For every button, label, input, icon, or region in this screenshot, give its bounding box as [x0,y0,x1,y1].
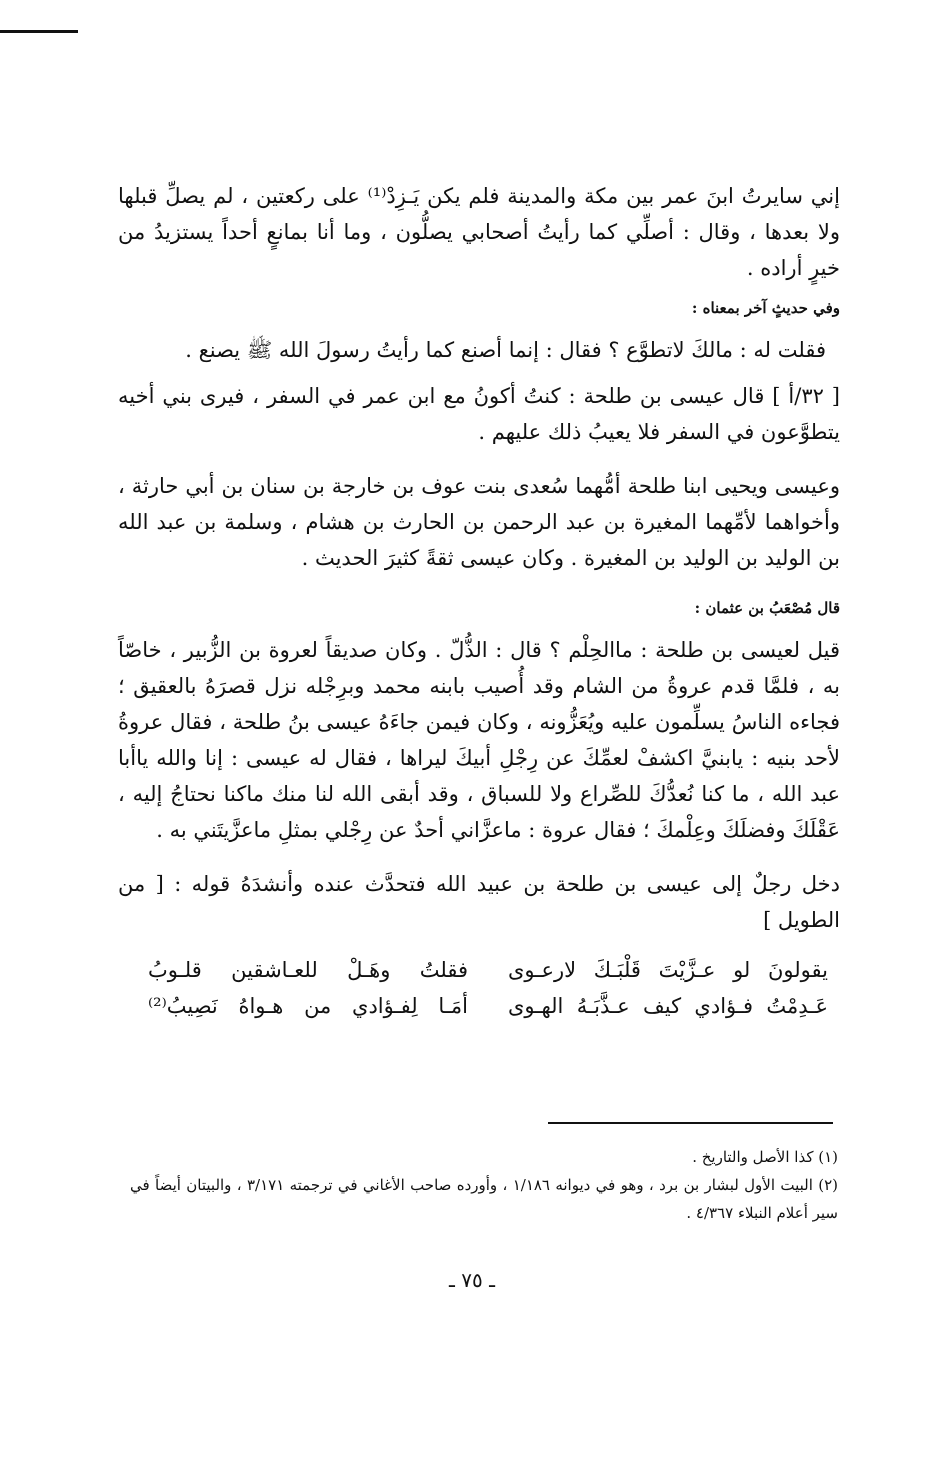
heading-other-hadith: وفي حديثٍ آخر بمعناه : [691,299,840,317]
paragraph-5: قيل لعيسى بن طلحة : ماالحِلْم ؟ قال : الذُّلّ . وكان صديقاً لعروة بن الزُّبير ، خاصّاً به ، فلمَّا قدم عروةُ من الشام وقد أُصيب بابنه محمد وبرِجْله نزل قصرَهُ بالعقيق ؛ فجاءه الناسُ يسلِّمون عليه ويُعَزُّونه ، وكان فيمن جاءَهُ عيسى بنُ طلحة ، فقال عروةُ لأحد بنيه : يابنيَّ اكشفْ لعمِّكَ عن رِجْلِ أبيكَ ليراها ، فقال له عيسى : إنا والله ياأبا عبد الله ، ما كنا نُعدُّكَ للصِّراع ولا للسباق ، وقد أبقى الله لنا منك ماكنا نحتاجُ إليه ، عَقْلَكَ وفضلَكَ وعِلْمكَ ؛ فقال عروة : ماعزَّاني أحدٌ عن رِجْلي بمثلِ ماعزَّيتَني به . [118,638,840,842]
poem-verse-1 [118,952,840,988]
footnote-1: (١) كذا الأصل والتاريخ . [692,1148,838,1166]
poem-hemistich-right: يقولونَ لو عـزَّيْتَ قَلْبَـكَ لارعـوى [508,958,828,982]
paragraph-3: [ ٣٢/أ ] قال عيسى بن طلحة : كنتُ أكونُ مع ابن عمر في السفر ، فيرى بني أخيه يتطوَّعون في السفر فلا يعيبُ ذلك عليهم . [118,384,841,444]
footnotes [130,1143,838,1227]
footnote-2: (٢) البيت الأول لبشار بن برد ، وهو في ديوانه ١/١٨٦ ، وأورده صاحب الأغاني في ترجمته ٣/١٧١ ، والبيتان أيضاً في سير أعلام النبلاء ٤/٣٦٧ . [130,1176,839,1222]
footnote-separator [548,1122,833,1124]
poem-verse-2 [118,988,840,1024]
poem-hemistich-left: فقلتُ وهَـلْ للعـاشقين قلـوبُ [148,958,468,982]
heading-musab: قال مُصْعَبُ بن عثمان : [694,599,840,617]
top-rule [0,30,78,33]
poem-hemistich-right: عَـدِمْتُ فـؤادي كيف عـذَّبَـهُ الهـوى [508,994,828,1018]
page-number: ـ ٧٥ ـ [449,1268,495,1292]
paragraph-1: إني سايرتُ ابنَ عمر بين مكة والمدينة فلم يكن يَـزِدْ⁽¹⁾ على ركعتين ، لم يصلِّ قبلها ولا بعدها ، وقال : أصلِّي كما رأيتُ أصحابي يصلُّون ، وما أنا بمانعٍ أحداً يستزيدُ من خيرٍ أراده . [118,184,840,280]
paragraph-2: فقلت له : مالكَ لاتطوَّع ؟ فقال : إنما أصنع كما رأيتُ رسولَ الله ﷺ يصنع . [185,338,826,362]
paragraph-4: وعيسى ويحيى ابنا طلحة أمُّهما سُعدى بنت عوف بن خارجة بن سنان بن أبي حارثة ، وأخواهما لأمِّهما المغيرة بن عبد الرحمن بن الحارث بن هشام ، وسلمة بن عبد الله بن الوليد بن الوليد بن المغيرة . وكان عيسى ثقةً كثيرَ الحديث . [118,474,840,570]
page-body [118,178,840,1024]
paragraph-6: دخل رجلٌ إلى عيسى بن طلحة بن عبيد الله فتحدَّث عنده وأنشدَهُ قوله : [ من الطويل ] [118,872,840,932]
poem-hemistich-left: أمَـا لِفـؤادي من هـواهُ نَصِيبُ⁽²⁾ [148,994,468,1018]
poem [118,952,840,1024]
